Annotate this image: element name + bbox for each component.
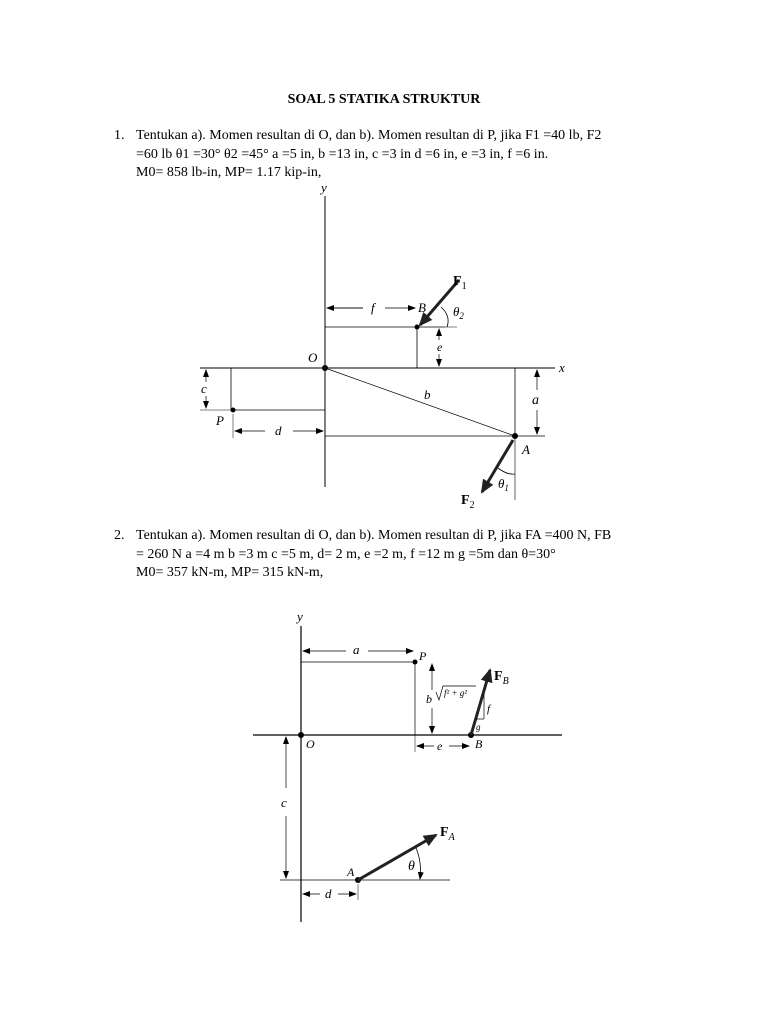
point-p-label: P: [419, 649, 427, 663]
dim-f-label: f: [371, 300, 375, 315]
figure-2-diagram: [250, 608, 570, 928]
dim-d-label: d: [275, 423, 282, 438]
y-axis-label: y: [321, 182, 327, 195]
x-axis-label: x: [559, 360, 565, 375]
problem-text-line-1: Tentukan a). Momen resultan di O, dan b). Momen resultan di P, jika FA =400 N, FB: [136, 528, 612, 543]
dim-b-label: b: [424, 387, 431, 402]
theta-arc: [416, 848, 421, 879]
problem-text-line-1: Tentukan a). Momen resultan di O, dan b). Momen resultan di P, jika F1 =40 lb, F2: [136, 128, 602, 143]
figure-1-diagram: [195, 182, 585, 512]
sqrt-label: f² + g²: [444, 688, 467, 698]
origin-label: O: [308, 350, 318, 365]
point-p: [231, 408, 236, 413]
point-b-label: B: [475, 737, 483, 751]
origin-label: O: [306, 737, 315, 751]
point-p: [413, 660, 418, 665]
point-a-label: A: [522, 442, 530, 457]
dim-d-label: d: [325, 886, 332, 901]
dim-c-label: c: [281, 795, 287, 810]
point-b: [415, 325, 420, 330]
theta2-arc: [441, 307, 448, 327]
problem-2: [114, 527, 714, 581]
problem-1: [114, 127, 714, 181]
point-a-label: A: [347, 865, 355, 879]
dim-e-label: e: [437, 739, 443, 753]
y-axis-label: y: [297, 609, 303, 624]
problem-text-line-2: = 260 N a =4 m b =3 m c =5 m, d= 2 m, e =2 m, f =12 m g =5m dan θ=30°: [136, 547, 556, 562]
slope-g-label: g: [476, 722, 481, 732]
problem-answer: M0= 858 lb-in, MP= 1.17 kip-in,: [136, 165, 322, 180]
dim-e-label: e: [437, 340, 443, 354]
force-fb-label: $F_B$: [494, 669, 509, 687]
dim-a-label: a: [353, 642, 360, 657]
line-oa: [325, 368, 515, 436]
slope-f-label: f: [487, 703, 491, 715]
force-fa-arrow: [358, 835, 436, 880]
theta2-label: $\theta_2$: [453, 304, 464, 321]
point-b-label: B: [418, 300, 426, 315]
force-f2-label: $F_2$: [461, 493, 475, 511]
force-f1-label: $F_1$: [453, 274, 467, 292]
problem-text-line-2: =60 lb θ1 =30° θ2 =45° a =5 in, b =13 in, c =3 in d =6 in, e =3 in, f =6 in.: [136, 147, 549, 162]
point-p-label: P: [216, 413, 224, 428]
force-fa-label: $F_A$: [440, 825, 455, 843]
problem-number: 1.: [114, 128, 125, 143]
theta-label: θ: [408, 859, 415, 874]
theta1-label: $\theta_1$: [498, 476, 509, 493]
problem-number: 2.: [114, 528, 125, 543]
page-title: SOAL 5 STATIKA STRUKTUR: [287, 92, 481, 107]
dim-a-label: a: [532, 393, 539, 408]
theta1-arc: [498, 468, 515, 474]
problem-answer: M0= 357 kN-m, MP= 315 kN-m,: [136, 565, 324, 580]
dim-b-label: b: [426, 692, 432, 706]
dim-c-label: c: [201, 381, 207, 396]
